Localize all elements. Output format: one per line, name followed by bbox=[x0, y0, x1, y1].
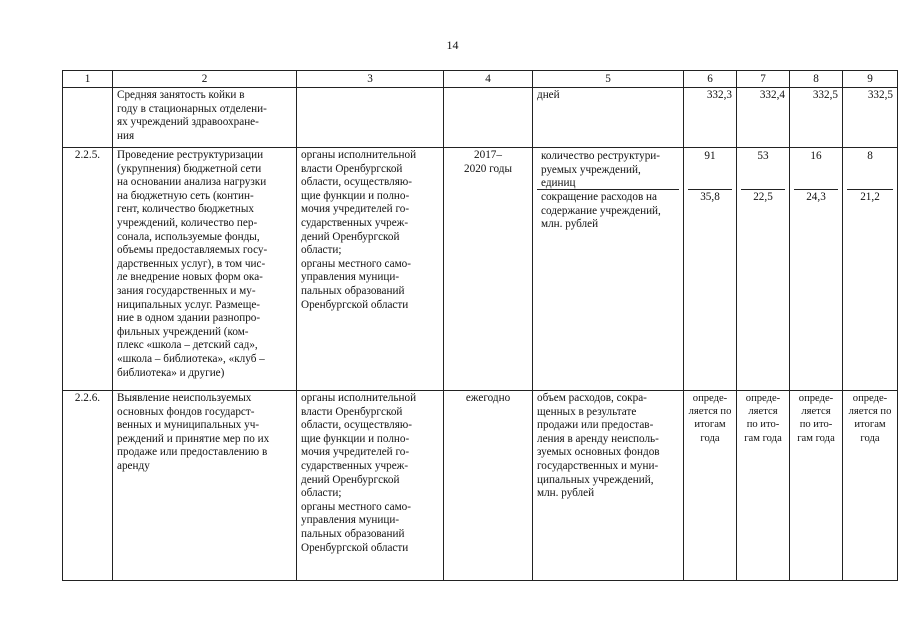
responsible-cell bbox=[297, 391, 444, 581]
text-line: мочия учредителей го- bbox=[301, 203, 410, 216]
header-cell-4: 4 bbox=[444, 71, 533, 88]
header-cell-5: 5 bbox=[533, 71, 684, 88]
text-line: аренду bbox=[117, 459, 150, 472]
text-line: управления муници- bbox=[301, 271, 400, 284]
text-line: сударственных учреж- bbox=[301, 216, 409, 229]
text-line: содержание учреждений, bbox=[541, 204, 661, 217]
text-line: Оренбургской области bbox=[301, 298, 409, 311]
text-line: учреждений, количество пер- bbox=[117, 216, 258, 229]
text-line: органы исполнительной bbox=[301, 392, 417, 404]
text-line: млн. рублей bbox=[537, 487, 595, 500]
table-row-continuation bbox=[63, 88, 898, 148]
row-number: 2.2.5. bbox=[63, 148, 113, 391]
text-line: единиц bbox=[541, 177, 576, 190]
text-line: ле внедрение новых форм ока- bbox=[117, 271, 263, 284]
text-line: государственных и муни- bbox=[537, 459, 659, 472]
text-line: библиотека» и другие) bbox=[117, 366, 225, 379]
text-line: объем расходов, сокра- bbox=[537, 392, 647, 404]
text-line: власти Оренбургской bbox=[301, 162, 403, 175]
text-line: Средняя занятость койки в bbox=[117, 89, 245, 101]
text-line: сокращение расходов на bbox=[541, 191, 658, 203]
savings-value: 22,5 bbox=[741, 189, 785, 206]
value-2018 bbox=[737, 391, 790, 581]
responsible-cell bbox=[297, 88, 444, 148]
text-line: (укрупнения) бюджетной сети bbox=[117, 162, 262, 175]
text-line: ях учреждений здравоохране- bbox=[117, 116, 259, 129]
text-line: опреде- bbox=[745, 393, 781, 404]
value-2017 bbox=[684, 391, 737, 581]
text-line: области, осуществляю- bbox=[301, 419, 412, 432]
text-line: Проведение реструктуризации bbox=[117, 149, 264, 161]
header-cell-8: 8 bbox=[790, 71, 843, 88]
text-line: итогам bbox=[694, 419, 726, 431]
header-cell-3: 3 bbox=[297, 71, 444, 88]
text-line: дений Оренбургской bbox=[301, 473, 400, 486]
text-line: млн. рублей bbox=[541, 218, 599, 231]
text-line: ления в аренду неисполь- bbox=[537, 432, 659, 445]
value-2017: 332,3 bbox=[684, 88, 737, 148]
text-line: количество реструктури- bbox=[541, 150, 661, 162]
value-2020 bbox=[843, 391, 898, 581]
value-2018 bbox=[737, 148, 790, 391]
measure-description bbox=[113, 148, 297, 391]
text-line: итогам bbox=[854, 419, 886, 431]
text-line: реждений и принятие мер по их bbox=[117, 432, 270, 445]
text-line: опреде- bbox=[692, 393, 728, 404]
header-cell-6: 6 bbox=[684, 71, 737, 88]
count-value: 16 bbox=[810, 150, 822, 162]
text-line: органы исполнительной bbox=[301, 149, 417, 161]
header-cell-2: 2 bbox=[113, 71, 297, 88]
text-line: Выявление неиспользуемых bbox=[117, 392, 252, 404]
text-line: области, осуществляю- bbox=[301, 176, 412, 189]
text-line: 2020 годы bbox=[464, 162, 512, 175]
text-line: власти Оренбургской bbox=[301, 405, 403, 418]
indicator-cell bbox=[533, 148, 684, 391]
text-line: ляется bbox=[801, 406, 831, 418]
text-line: ляется по bbox=[848, 406, 892, 418]
count-value: 53 bbox=[757, 150, 769, 162]
text-line: году в стационарных отделени- bbox=[117, 102, 267, 115]
text-line: пальных образований bbox=[301, 527, 405, 540]
text-line: ляется bbox=[748, 406, 778, 418]
text-line: основных фондов государст- bbox=[117, 405, 255, 418]
value-2017 bbox=[684, 148, 737, 391]
responsible-cell bbox=[297, 148, 444, 391]
text-line: щие функции и полно- bbox=[301, 189, 410, 202]
measure-description bbox=[113, 391, 297, 581]
value-2020 bbox=[843, 148, 898, 391]
value-2018: 332,4 bbox=[737, 88, 790, 148]
text-line: венных и муниципальных уч- bbox=[117, 419, 260, 432]
indicator-savings bbox=[537, 189, 679, 233]
period-cell: ежегодно bbox=[444, 391, 533, 581]
text-line: года bbox=[700, 432, 720, 444]
text-line: мочия учредителей го- bbox=[301, 446, 410, 459]
text-line: на основании анализа нагрузки bbox=[117, 176, 267, 189]
count-value: 8 bbox=[867, 150, 873, 162]
text-line: по ито- bbox=[746, 419, 780, 431]
indicator-cell bbox=[533, 391, 684, 581]
text-line: гам года bbox=[744, 432, 782, 444]
text-line: фильных учреждений (ком- bbox=[117, 325, 249, 338]
text-line: зания государственных и му- bbox=[117, 284, 256, 297]
text-line: области; bbox=[301, 244, 342, 257]
text-line: опреде- bbox=[798, 393, 834, 404]
period-cell bbox=[444, 88, 533, 148]
text-line: управления муници- bbox=[301, 514, 400, 527]
text-line: плекс «школа – детский сад», bbox=[117, 339, 258, 352]
header-cell-9: 9 bbox=[843, 71, 898, 88]
value-2019 bbox=[790, 148, 843, 391]
text-line: Оренбургской области bbox=[301, 541, 409, 554]
text-line: гент, количество бюджетных bbox=[117, 203, 254, 216]
page-number: 14 bbox=[446, 38, 459, 52]
row-number: 2.2.6. bbox=[63, 391, 113, 581]
text-line: года bbox=[860, 432, 880, 444]
measure-description bbox=[113, 88, 297, 148]
header-cell-7: 7 bbox=[737, 71, 790, 88]
text-line: опреде- bbox=[852, 393, 888, 404]
text-line: дарственных услуг), в том чис- bbox=[117, 257, 266, 270]
text-line: щенных в результате bbox=[537, 405, 637, 418]
text-line: по ито- bbox=[799, 419, 833, 431]
value-2019: 332,5 bbox=[790, 88, 843, 148]
text-line: «школа – библиотека», «клуб – bbox=[117, 352, 265, 365]
text-line: органы местного само- bbox=[301, 500, 411, 513]
text-line: дений Оренбургской bbox=[301, 230, 400, 243]
text-line: сударственных учреж- bbox=[301, 459, 409, 472]
header-row bbox=[63, 71, 898, 88]
table-row-2-2-5 bbox=[63, 148, 898, 391]
header-cell-1: 1 bbox=[63, 71, 113, 88]
text-line: ципальных учреждений, bbox=[537, 473, 654, 486]
text-line: продажи или предостав- bbox=[537, 419, 654, 432]
text-line: ние в одном здании разнопро- bbox=[117, 312, 261, 325]
text-line: на бюджетную сеть (контин- bbox=[117, 189, 254, 202]
savings-value: 24,3 bbox=[794, 189, 838, 206]
measures-table bbox=[62, 70, 898, 581]
text-line: области; bbox=[301, 487, 342, 500]
text-line: 2017– bbox=[474, 149, 502, 161]
savings-value: 35,8 bbox=[688, 189, 732, 206]
text-line: органы местного само- bbox=[301, 257, 411, 270]
text-line: зуемых основных фондов bbox=[537, 446, 660, 459]
text-line: ния bbox=[117, 129, 135, 142]
text-line: сонала, используемые фонды, bbox=[117, 230, 260, 243]
period-cell bbox=[444, 148, 533, 391]
count-value: 91 bbox=[704, 150, 716, 162]
text-line: щие функции и полно- bbox=[301, 432, 410, 445]
value-2020: 332,5 bbox=[843, 88, 898, 148]
text-line: гам года bbox=[797, 432, 835, 444]
savings-value: 21,2 bbox=[847, 189, 893, 206]
text-line: руемых учреждений, bbox=[541, 163, 641, 176]
text-line: ляется по bbox=[688, 406, 732, 418]
indicator-count bbox=[537, 149, 679, 189]
text-line: объемы предоставляемых госу- bbox=[117, 244, 268, 257]
indicator-cell: дней bbox=[533, 88, 684, 148]
text-line: пальных образований bbox=[301, 284, 405, 297]
value-2019 bbox=[790, 391, 843, 581]
table-row-2-2-6 bbox=[63, 391, 898, 581]
text-line: продаже или предоставлению в bbox=[117, 446, 268, 459]
text-line: ниципальных услуг. Размеще- bbox=[117, 298, 261, 311]
row-number-cell bbox=[63, 88, 113, 148]
